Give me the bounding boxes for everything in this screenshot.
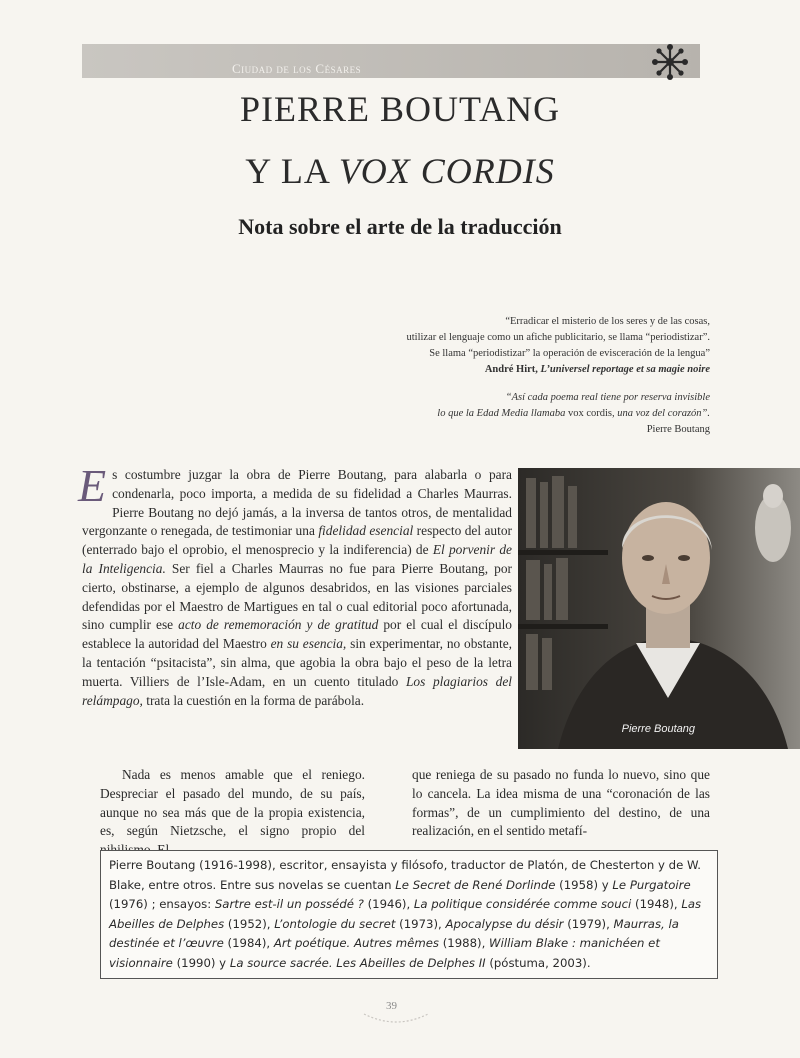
body-paragraph-2-right: que reniega de su pasado no funda lo nuevo, sino que lo cancela. La idea misma de una “coronación de las formas”, de un cumplimiento del destino, de una realización, en el sentido metafí- [412,767,710,839]
bio-text: (1984), [223,936,274,950]
body-text: por el cual el discípulo establece la autoridad del Maestro [82,617,512,652]
bio-text: (1979), [563,916,614,931]
epigraph-work: L’universel reportage et sa magie noire [540,364,710,375]
bio-text: (1958) y [555,877,613,892]
bio-title: La source sacrée. Les Abeilles de Delphes II [229,955,486,970]
bio-title: Sartre est-il un possédé ? [214,897,364,911]
snowflake-ornament-icon [652,44,688,80]
title-emphasis: VOX CORDIS [338,151,555,191]
body-paragraph-2-left: Nada es menos amable que el reniego. Despreciar el pasado del mundo, de su país, aunque no sea más que de la propia existencia, es, según Nietzsche, el signo propio del [100,767,365,839]
epigraph-line [270,406,710,422]
bio-text: (1990) y [172,955,230,970]
body-text: sin experimentar, no obstante, la tentación “psitacista”, sin alma, que agobia la obra bajo el peso de la letra muerta. Villiers de l’Isle-Adam, en un cuento titulado [82,636,512,689]
bio-text: (1973), [395,916,446,931]
epigraph-line: “Erradicar el misterio de los seres y de las cosas, [505,316,710,327]
epigraph-line: utilizar el lenguaje como un afiche publicitario, se llama “periodistizar”. [406,332,710,343]
epigraph-line: Se llama “periodistizar” la operación de evisceración de la lengua” [429,348,710,359]
body-text: s costumbre juzgar la obra de Pierre Boutang, para alabarla o para condenarla, poco importa, a medida de su fidelidad a Charles Maurras. Pierre Boutang no dejó jamás, a la inversa de tantos otros, de mentalidad vergonzante o renegada, de testimoniar una [82,467,512,539]
bio-text: Pierre Boutang (1916-1998), escritor, ensayista y filósofo, traductor de Platón, de Chesterton y de W. Blake, entre otros. Entre sus novelas se cuentan [109,858,701,892]
article-title-line-2 [0,150,800,192]
epigraph-hirt [210,314,710,378]
epigraph-author: Pierre Boutang [646,424,710,435]
photo-caption: Pierre Boutang [621,723,695,735]
body-italic: acto de rememoración y de gratitud [178,617,379,633]
body-italic: El porvenir de la Inteligencia. [82,542,512,576]
portrait-illustration [518,468,800,749]
epigraph-vox-cordis: vox cordis [567,408,612,419]
epigraph-author: André Hirt, [484,364,541,375]
bio-title: Maurras, la destinée et l’œuvre [109,916,679,950]
article-title-line-1: PIERRE BOUTANG [239,89,561,129]
bio-title: La politique considérée comme souci [413,897,632,911]
body-paragraph-1 [78,460,512,710]
bio-text: (1988), [439,936,490,950]
bio-title: Art poétique. Autres mêmes [273,936,440,950]
bio-title: Le Purgatoire [612,877,691,892]
header-band [82,44,700,78]
title-prefix: Y LA [245,151,339,191]
bio-title: L’ontologie du secret [274,916,396,931]
author-bio-box [100,850,718,979]
bio-title: William Blake : manichéen et visionnaire [109,936,660,970]
article-subtitle: Nota sobre el arte de la traducción [238,214,562,239]
page-number: 39 [386,1000,397,1012]
epigraph-attribution [210,362,710,378]
body-text: Ser fiel a Charles Maurras no fue para Pierre Boutang, por cierto, obstinarse, a ejemplo de algunos desabridos, en las visiones parciales defendidas por el Maestro de Martigues en tal o cual editorial poco afortunada, sino cumplir ese [82,560,512,633]
bio-title: Las Abeilles de Delphes [109,897,702,931]
body-italic: fidelidad esencial [318,523,414,539]
bio-text: (1952), [224,916,275,931]
body-text: respecto del autor (enterrado bajo el oprobio, el menosprecio y la indiferencia) de [82,523,512,558]
drop-cap: E [78,460,107,511]
bio-text: (1946), [363,897,414,911]
bio-title: Apocalypse du désir [445,916,564,931]
portrait-photo [518,468,800,749]
body-text: trata la cuestión en la forma de parábola. [142,692,365,708]
bio-title: Le Secret de René Dorlinde [395,877,556,892]
epigraph-text: , una voz del corazón”. [612,408,710,419]
body-italic: en su esencia, [270,636,347,652]
bio-text: (1948), [631,897,682,911]
epigraph-boutang [270,390,710,438]
epigraph-text: lo que la Edad Media llamaba [437,408,568,419]
epigraph-line: “Así cada poema real tiene por reserva invisible [505,392,710,403]
body-italic: Los plagiarios del relámpago, [82,673,512,708]
running-head: Ciudad de los Césares [232,61,362,76]
bio-text: (póstuma, 2003). [485,955,591,970]
bio-text: (1976) ; ensayos: [109,897,215,911]
